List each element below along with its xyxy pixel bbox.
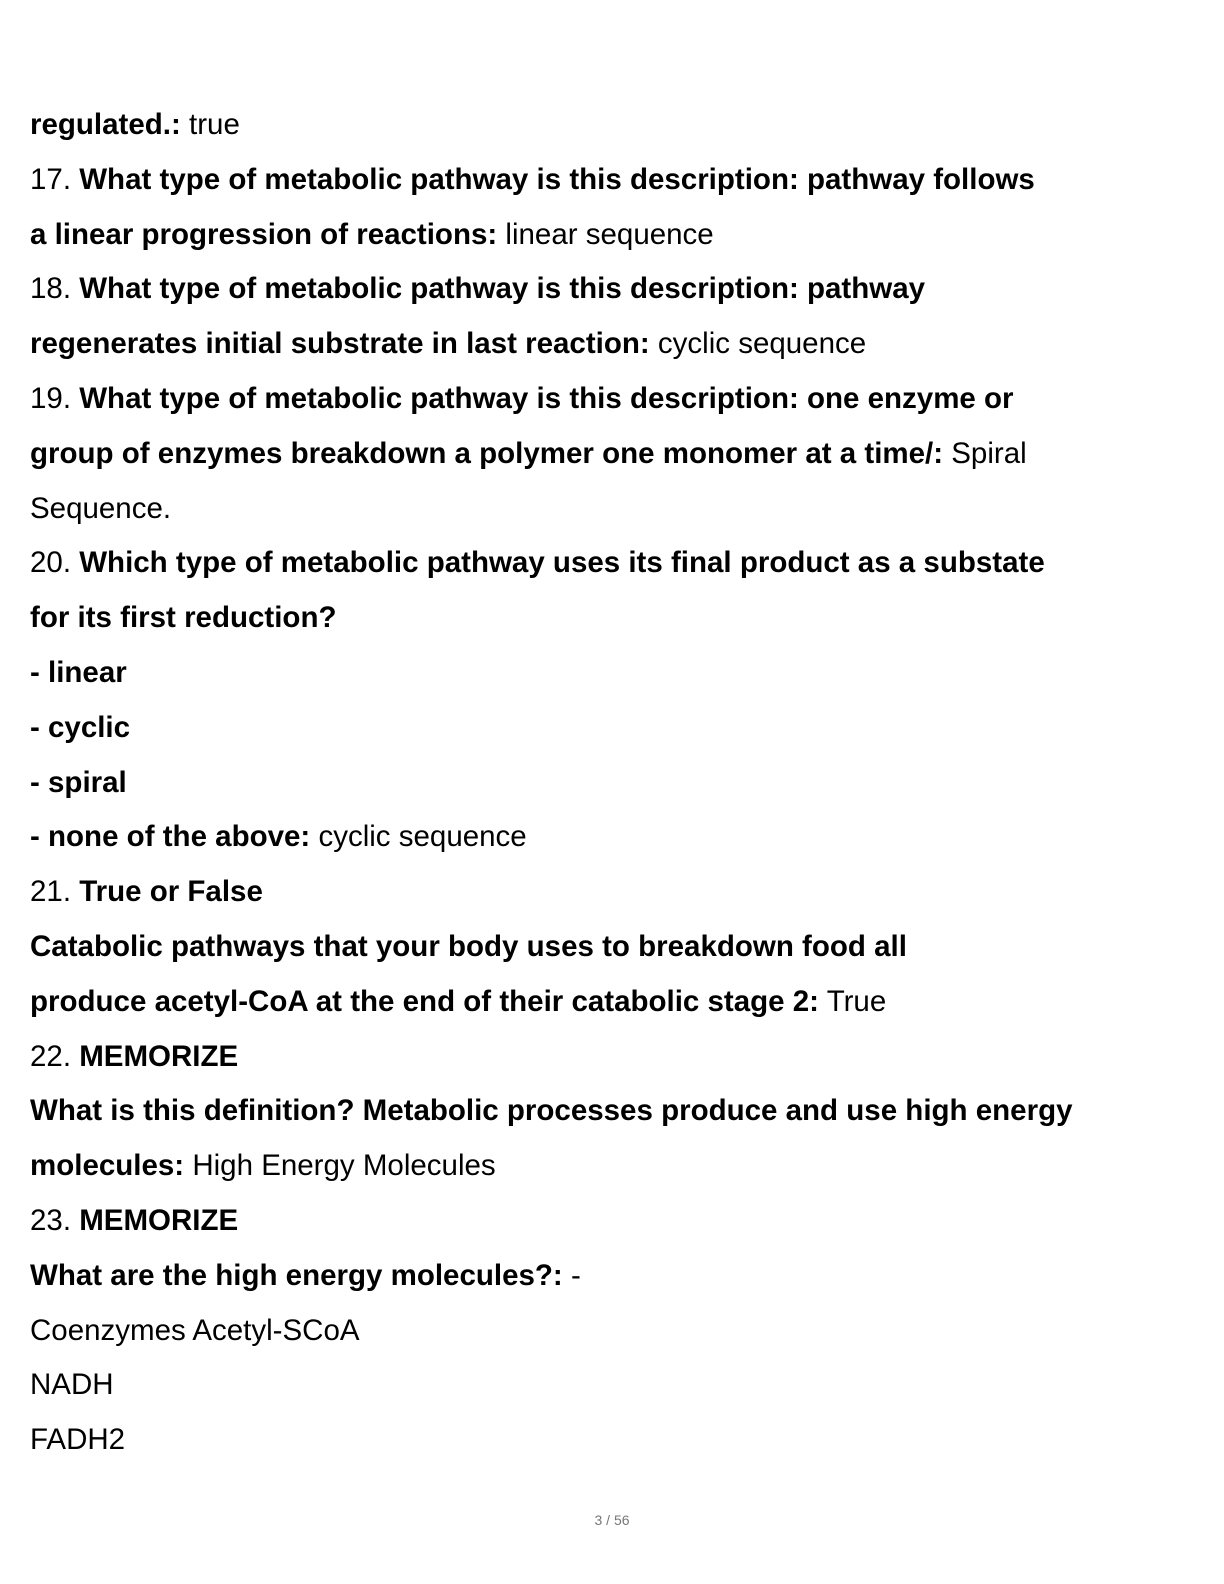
question-text: What type of metabolic pathway is this description: pathway [79, 272, 926, 306]
answer-text: High Energy Molecules [192, 1149, 496, 1183]
answer-text: Spiral [951, 436, 1027, 470]
question-text: MEMORIZE [79, 1039, 239, 1073]
question-text: What is this definition? Metabolic processes produce and use high energy [30, 1094, 1073, 1128]
answer-item [30, 1413, 1200, 1468]
answer-item [30, 1358, 1200, 1413]
question-19-line-3 [30, 482, 1200, 537]
option-text: - linear [30, 655, 127, 689]
continuation-line [30, 98, 1200, 153]
question-21-line-2 [30, 920, 1200, 975]
question-18-line-1 [30, 262, 1200, 317]
answer-text: - [570, 1258, 581, 1292]
option-item [30, 646, 1200, 701]
answer-text: Sequence. [30, 491, 172, 525]
question-20-line-1 [30, 536, 1200, 591]
question-number: 19. [30, 381, 72, 415]
answer-text: true [189, 108, 240, 141]
question-text: regenerates initial substrate in last reaction: [30, 327, 650, 361]
question-21-line-1 [30, 865, 1200, 920]
answer-text: Coenzymes Acetyl-SCoA [30, 1313, 360, 1347]
answer-item [30, 1304, 1200, 1359]
question-text: What type of metabolic pathway is this description: one enzyme or [79, 381, 1014, 415]
question-number: 23. [30, 1203, 72, 1237]
question-number: 21. [30, 875, 72, 909]
question-23-line-1 [30, 1194, 1200, 1249]
question-18-line-2 [30, 317, 1200, 372]
option-text: - cyclic [30, 710, 131, 744]
question-22-line-2 [30, 1084, 1200, 1139]
question-number: 17. [30, 162, 72, 196]
question-text: produce acetyl-CoA at the end of their catabolic stage 2: [30, 984, 820, 1018]
question-23-line-2 [30, 1249, 1200, 1304]
question-number: 20. [30, 546, 72, 580]
question-text: Which type of metabolic pathway uses its final product as a substate [79, 546, 1045, 580]
question-number: 18. [30, 272, 72, 306]
option-item [30, 810, 1200, 865]
answer-text: linear sequence [505, 217, 714, 251]
answer-text: cyclic sequence [318, 820, 527, 854]
answer-text: NADH [30, 1368, 114, 1402]
question-text: regulated.: [30, 108, 181, 141]
option-item [30, 701, 1200, 756]
answer-text: FADH2 [30, 1423, 126, 1457]
option-item [30, 756, 1200, 811]
question-text: Catabolic pathways that your body uses to breakdown food all [30, 929, 907, 963]
question-text: True or False [79, 875, 263, 909]
answer-text: True [826, 984, 887, 1018]
question-22-line-1 [30, 1030, 1200, 1085]
question-text: group of enzymes breakdown a polymer one monomer at a time/: [30, 436, 944, 470]
question-text: What type of metabolic pathway is this description: pathway follows [79, 162, 1035, 196]
question-19-line-2 [30, 427, 1200, 482]
question-19-line-1 [30, 372, 1200, 427]
question-text: a linear progression of reactions: [30, 217, 498, 251]
option-text: - none of the above: [30, 820, 311, 854]
question-17-line-2 [30, 208, 1200, 263]
question-22-line-3 [30, 1139, 1200, 1194]
document-body [30, 98, 1200, 1468]
answer-text: cyclic sequence [657, 327, 867, 361]
option-text: - spiral [30, 765, 127, 799]
question-21-line-3 [30, 975, 1200, 1030]
question-17-line-1 [30, 153, 1200, 208]
question-text: MEMORIZE [79, 1203, 239, 1237]
question-number: 22. [30, 1039, 72, 1073]
question-20-line-2 [30, 591, 1200, 646]
page-number: 3 / 56 [594, 1512, 630, 1528]
question-text: for its first reduction? [30, 601, 337, 635]
question-text: molecules: [30, 1149, 185, 1183]
question-text: What are the high energy molecules?: [30, 1258, 563, 1292]
